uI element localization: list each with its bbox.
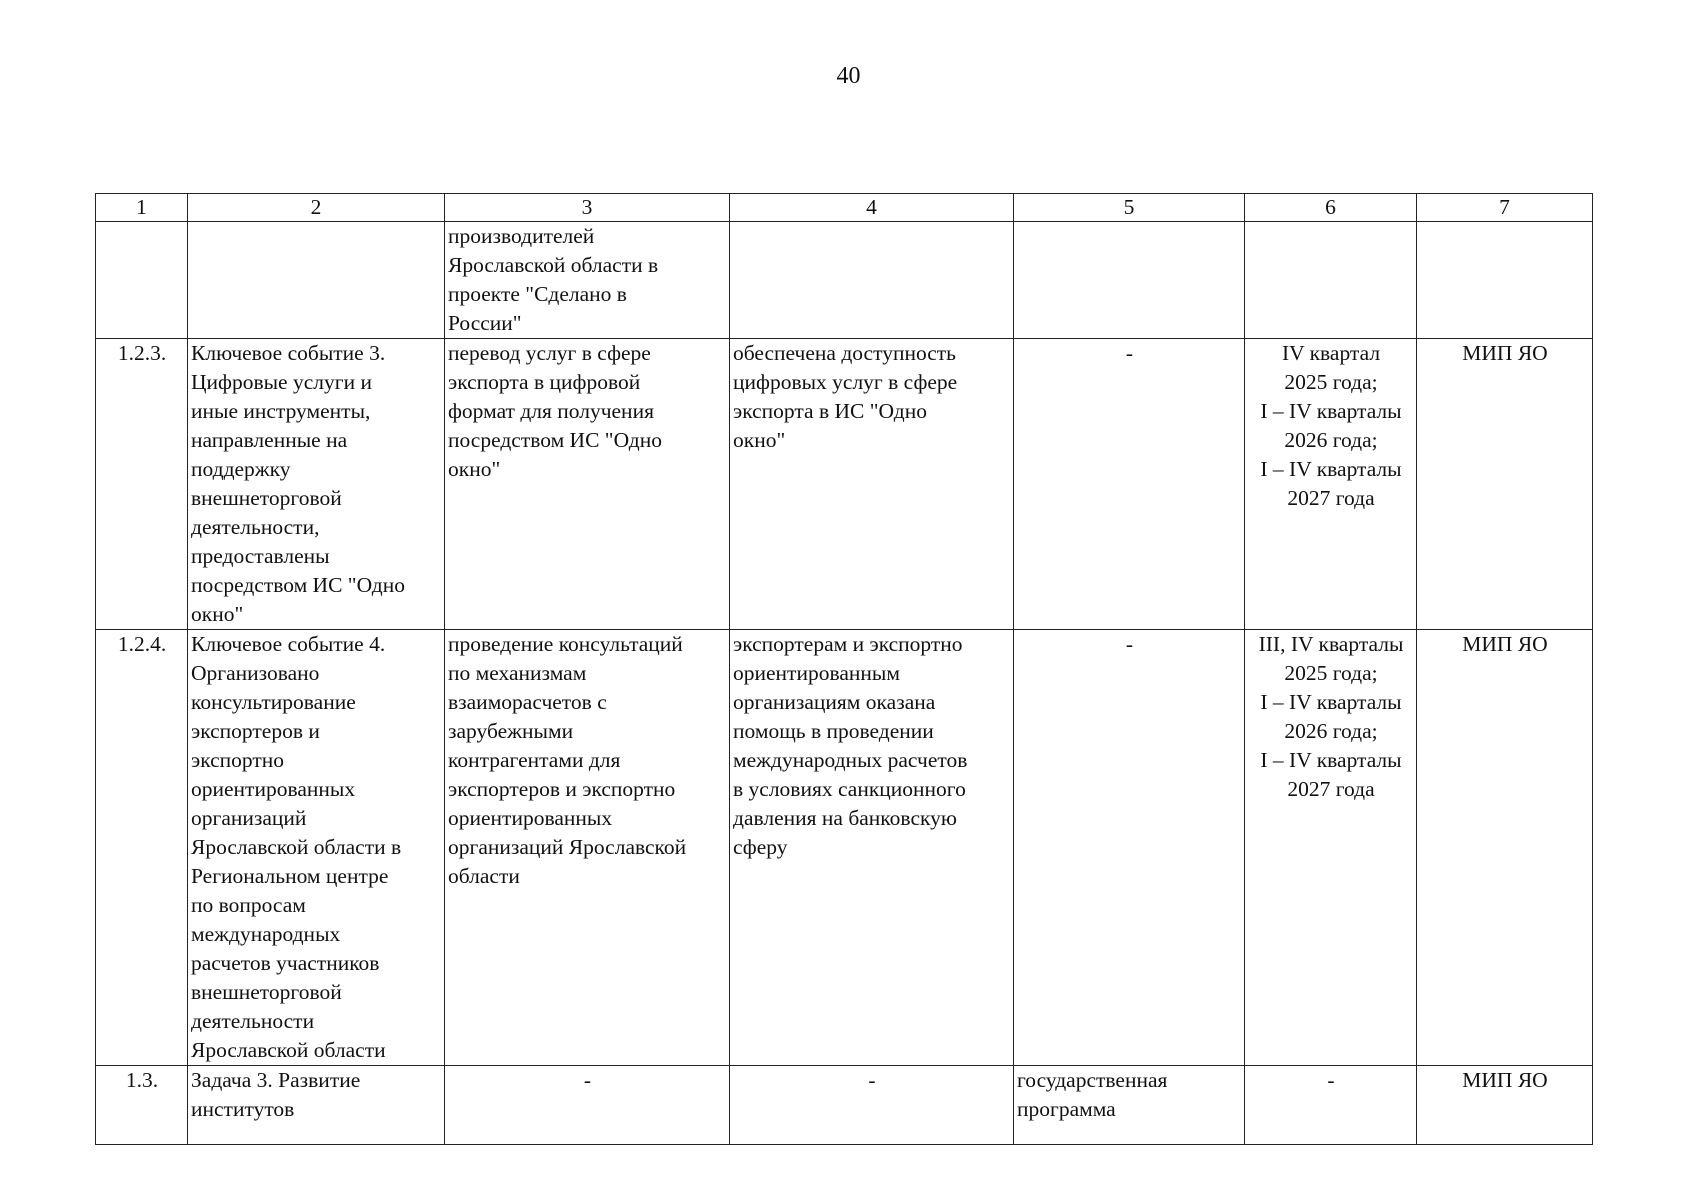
result-cell: - [730, 1066, 1014, 1145]
column-header-1: 1 [96, 194, 188, 222]
event-cell: Ключевое событие 3. Цифровые услуги и иные инструменты, направленные на поддержку внешнеторговой деятельности, предоставлены посредством ИС "Одно окно" [188, 339, 445, 630]
measure-cell: - [445, 1066, 730, 1145]
row-number-cell: 1.2.3. [96, 339, 188, 630]
column-header-7: 7 [1417, 194, 1593, 222]
column-header-3: 3 [445, 194, 730, 222]
result-cell: обеспечена доступность цифровых услуг в сфере экспорта в ИС "Одно окно" [730, 339, 1014, 630]
column-header-5: 5 [1014, 194, 1245, 222]
result-cell: экспортерам и экспортно ориентированным организациям оказана помощь в проведении международных расчетов в условиях санкционного давления на банковскую сферу [730, 630, 1014, 1066]
column-header-4: 4 [730, 194, 1014, 222]
link-cell: государственная программа [1014, 1066, 1245, 1145]
period-cell: IV квартал 2025 года; I – IV кварталы 2026 года; I – IV кварталы 2027 года [1245, 339, 1417, 630]
measure-cell: производителей Ярославской области в проекте "Сделано в России" [445, 222, 730, 339]
responsible-cell: МИП ЯО [1417, 630, 1593, 1066]
table-row-1-2-4 [96, 630, 1593, 1066]
responsible-cell: МИП ЯО [1417, 1066, 1593, 1145]
link-cell: - [1014, 630, 1245, 1066]
responsible-cell: МИП ЯО [1417, 339, 1593, 630]
table-row-continuation [96, 222, 1593, 339]
row-number-cell [96, 222, 188, 339]
column-header-6: 6 [1245, 194, 1417, 222]
link-cell [1014, 222, 1245, 339]
header-row [96, 194, 1593, 222]
responsible-cell [1417, 222, 1593, 339]
table-row-1-2-3 [96, 339, 1593, 630]
plan-table [95, 193, 1593, 1145]
period-cell: - [1245, 1066, 1417, 1145]
page-number: 40 [836, 63, 861, 89]
result-cell [730, 222, 1014, 339]
event-cell: Задача 3. Развитие институтов [188, 1066, 445, 1145]
period-cell: III, IV кварталы 2025 года; I – IV кварталы 2026 года; I – IV кварталы 2027 года [1245, 630, 1417, 1066]
event-cell [188, 222, 445, 339]
measure-cell: проведение консультаций по механизмам взаиморасчетов с зарубежными контрагентами для экспортеров и экспортно ориентированных организаций Ярославской области [445, 630, 730, 1066]
event-cell: Ключевое событие 4. Организовано консультирование экспортеров и экспортно ориентированных организаций Ярославской области в Региональном центре по вопросам международных расчетов участников внешнеторговой деятельности Ярославской области [188, 630, 445, 1066]
table-row-1-3 [96, 1066, 1593, 1145]
link-cell: - [1014, 339, 1245, 630]
column-header-2: 2 [188, 194, 445, 222]
row-number-cell: 1.3. [96, 1066, 188, 1145]
row-number-cell: 1.2.4. [96, 630, 188, 1066]
period-cell [1245, 222, 1417, 339]
measure-cell: перевод услуг в сфере экспорта в цифровой формат для получения посредством ИС "Одно окно" [445, 339, 730, 630]
